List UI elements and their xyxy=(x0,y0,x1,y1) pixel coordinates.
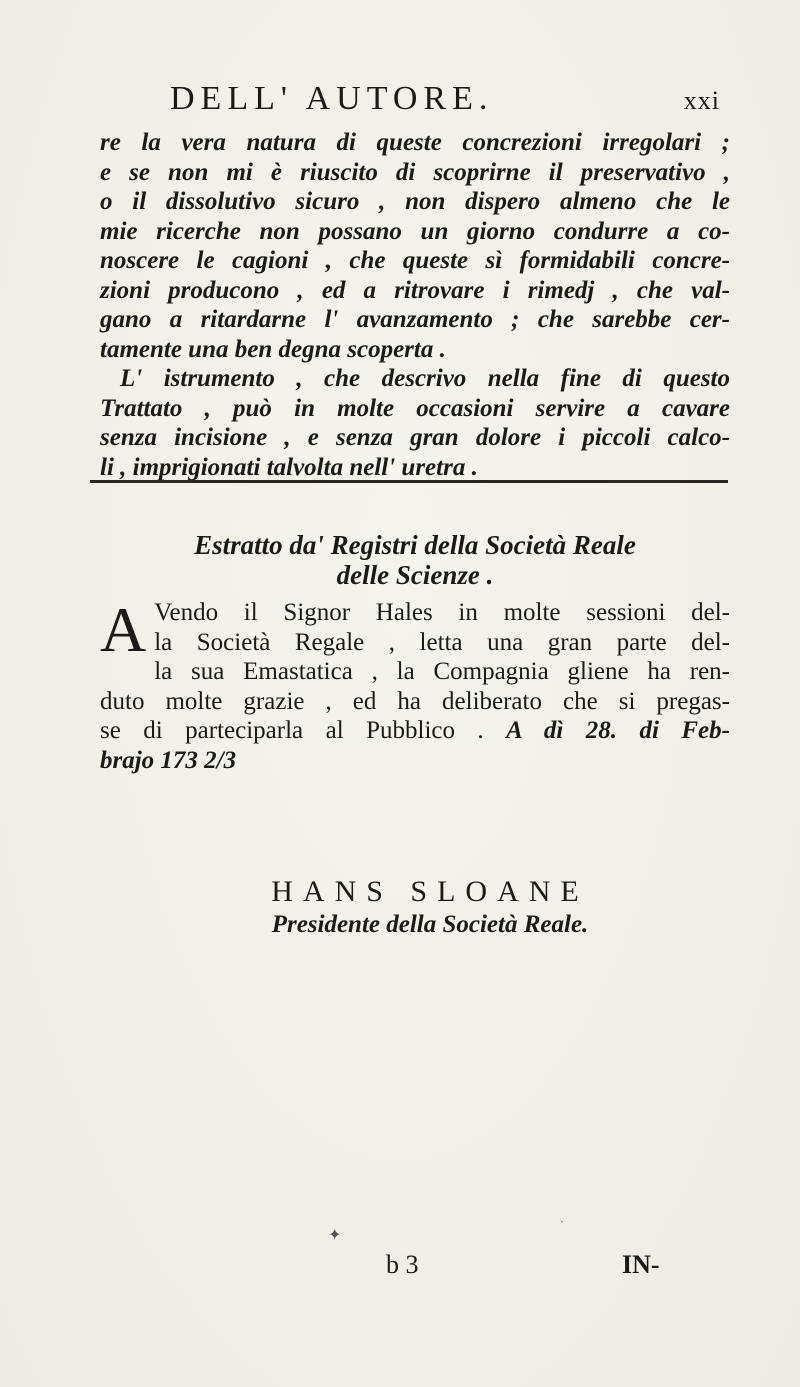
header-title: DELL' AUTORE. xyxy=(170,80,494,117)
paragraph-line: brajo 173 2/3 xyxy=(100,746,237,774)
signatory-name: HANS SLOANE xyxy=(271,875,589,908)
body-line: L' istrumento , che descrivo nella fine di questo xyxy=(120,365,730,392)
signatory-role: Presidente della Società Reale. xyxy=(271,911,589,938)
section-title-line-1: Estratto da' Registri della Società Reale xyxy=(194,530,636,560)
body-line: tamente una ben degna scoperta . xyxy=(100,335,446,363)
paragraph-line: duto molte grazie , ed ha deliberato che si pregas- xyxy=(100,687,730,715)
paragraph-line: Vendo il Signor Hales in molte sessioni del- xyxy=(154,599,730,626)
body-text xyxy=(100,128,730,482)
signature-block xyxy=(160,875,700,939)
body-line: mie ricerche non possano un giorno condurre a co- xyxy=(100,217,730,245)
paragraph-line xyxy=(100,716,730,746)
body-line: e se non mi è riuscito di scoprirne il preservativo , xyxy=(100,158,730,186)
body-line: senza incisione , e senza gran dolore i piccoli calco- xyxy=(100,424,730,451)
signature-mark: b 3 xyxy=(386,1250,419,1279)
body-line: re la vera natura di queste concrezioni irregolari ; xyxy=(100,129,730,156)
extract-paragraph xyxy=(100,594,730,775)
date-phrase: A dì 28. di Feb- xyxy=(506,717,730,744)
running-header xyxy=(170,80,720,118)
ink-speck: · xyxy=(560,1215,564,1229)
page-footer xyxy=(0,1250,800,1290)
body-line: zioni producono , ed a ritrovare i rimedj , che val- xyxy=(100,276,730,304)
paragraph-line: la Società Regale , letta una gran parte del- xyxy=(154,628,730,656)
body-line: li , imprigionati talvolta nell' uretra . xyxy=(100,453,478,481)
body-line: noscere le cagioni , che queste sì formidabili concre- xyxy=(100,247,730,274)
body-line: o il dissolutivo sicuro , non dispero almeno che le xyxy=(100,188,730,215)
paragraph-line-part: se di parteciparla al Pubblico . xyxy=(100,717,507,744)
drop-cap: A xyxy=(100,594,147,665)
body-line: Trattato , può in molte occasioni servire a cavare xyxy=(100,394,730,422)
page-number: xxi xyxy=(683,86,720,115)
catchword: IN- xyxy=(622,1250,660,1279)
section-title-line-2: delle Scienze . xyxy=(336,560,494,590)
body-line: gano a ritardarne l' avanzamento ; che sarebbe cer- xyxy=(100,306,730,333)
section-title xyxy=(100,530,730,590)
paragraph-line: la sua Emastatica , la Compagnia gliene ha ren- xyxy=(154,658,730,685)
ink-speck: ✦ xyxy=(328,1225,342,1244)
section-divider xyxy=(90,480,728,483)
